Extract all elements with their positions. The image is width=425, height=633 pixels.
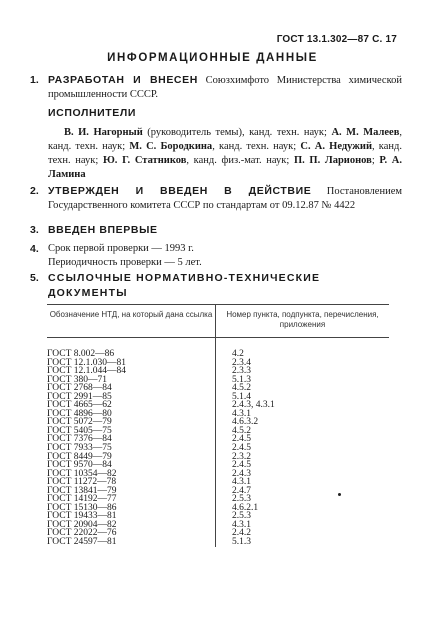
document-designation: ГОСТ 380—71 bbox=[47, 376, 216, 385]
executor-credentials: , канд. техн. наук; bbox=[48, 127, 402, 152]
executor-credentials: , канд. техн. наук; bbox=[48, 141, 403, 166]
section-3-heading: ВВЕДЕН ВПЕРВЫЕ bbox=[48, 224, 158, 236]
executor-name: В. И. Нагорный bbox=[64, 127, 143, 138]
document-designation: ГОСТ 14192—77 bbox=[47, 495, 216, 504]
document-designation: ГОСТ 2768—84 bbox=[47, 384, 216, 393]
document-designation: ГОСТ 5405—75 bbox=[47, 427, 216, 436]
document-designation: ГОСТ 20904—82 bbox=[47, 521, 216, 530]
document-designation: ГОСТ 8449—79 bbox=[47, 453, 216, 462]
clause-number: 2.3.2 bbox=[232, 451, 251, 462]
executor-credentials: (руководитель темы), канд. техн. наук; bbox=[142, 127, 332, 138]
clause-number: 2.5.3 bbox=[232, 494, 251, 505]
table-row bbox=[47, 338, 389, 359]
executor-name: С. А. Недужий bbox=[300, 141, 372, 152]
executor-name: М. С. Бородкина bbox=[129, 141, 213, 152]
section-5-heading: ССЫЛОЧНЫЕ НОРМАТИВНО-ТЕХНИЧЕСКИЕ ДОКУМЕНТЫ bbox=[48, 272, 321, 299]
executor-name: Ю. Г. Статников bbox=[102, 155, 187, 166]
document-designation: ГОСТ 4896—80 bbox=[47, 410, 216, 419]
clause-number: 2.4.2 bbox=[232, 528, 251, 539]
section-5-number: 5. bbox=[30, 272, 39, 284]
section-2-text: Постановлением Государственного комитета СССР по стандартам от 09.12.87 № 4422 bbox=[48, 186, 402, 211]
document-designation: ГОСТ 12.1.044—84 bbox=[47, 367, 216, 376]
document-designation: ГОСТ 12.1.030—81 bbox=[47, 359, 216, 368]
section-1 bbox=[30, 73, 402, 102]
table-header-row bbox=[47, 305, 389, 338]
executor-credentials: , канд. техн. наук; bbox=[212, 141, 301, 152]
section-1-body bbox=[48, 73, 402, 102]
executors-list bbox=[48, 126, 402, 182]
executor-name: Р. А. Ламина bbox=[48, 155, 403, 180]
check-periodicity: Периодичность проверки — 5 лет. bbox=[48, 257, 202, 268]
document-designation: ГОСТ 11272—78 bbox=[47, 478, 216, 487]
document-designation: ГОСТ 4665—62 bbox=[47, 401, 216, 410]
section-5 bbox=[30, 271, 402, 301]
clause-number: 2.5.3 bbox=[232, 511, 251, 522]
clause-number: 4.6.3.2 bbox=[232, 417, 259, 428]
table-header-document: Обозначение НТД, на который дана ссылка bbox=[47, 305, 216, 338]
executors-heading: ИСПОЛНИТЕЛИ bbox=[48, 107, 137, 119]
clause-number: 2.4.5 bbox=[232, 460, 251, 471]
section-2-number: 2. bbox=[30, 185, 39, 197]
page-title: ИНФОРМАЦИОННЫЕ ДАННЫЕ bbox=[107, 52, 318, 64]
document-designation: ГОСТ 22022—76 bbox=[47, 529, 216, 538]
section-2-body bbox=[48, 184, 402, 213]
section-1-heading: РАЗРАБОТАН И ВНЕСЕН bbox=[48, 74, 198, 86]
document-designation: ГОСТ 13841—79 bbox=[47, 487, 216, 496]
document-designation: ГОСТ 5072—79 bbox=[47, 418, 216, 427]
clause-number: 4.6.2.1 bbox=[232, 502, 259, 513]
document-designation: ГОСТ 9570—84 bbox=[47, 461, 216, 470]
stray-mark bbox=[338, 493, 341, 496]
clause-number: 4.3.1 bbox=[232, 477, 251, 488]
document-designation: ГОСТ 24597—81 bbox=[47, 538, 216, 547]
clause-number: 2.4.3 bbox=[232, 468, 251, 479]
section-4-number: 4. bbox=[30, 243, 39, 255]
document-designation: ГОСТ 19433—81 bbox=[47, 512, 216, 521]
first-check-date: Срок первой проверки — 1993 г. bbox=[48, 243, 194, 254]
section-1-number: 1. bbox=[30, 74, 39, 86]
clause-number: 5.1.4 bbox=[232, 391, 251, 402]
clause-number: 4.2 bbox=[232, 349, 244, 359]
clause-number: 2.4.3, 4.3.1 bbox=[232, 400, 275, 411]
section-2 bbox=[30, 184, 402, 213]
clause-number: 2.3.4 bbox=[232, 357, 251, 368]
page-header-number: ГОСТ 13.1.302—87 С. 17 bbox=[276, 34, 397, 45]
section-3-number: 3. bbox=[30, 224, 39, 236]
clause-number: 2.4.5 bbox=[232, 443, 251, 454]
document-designation: ГОСТ 7376—84 bbox=[47, 435, 216, 444]
clause-number: 2.4.5 bbox=[232, 434, 251, 445]
section-2-heading: УТВЕРЖДЕН И ВВЕДЕН В ДЕЙСТВИЕ bbox=[48, 185, 312, 197]
document-designation: ГОСТ 7933—75 bbox=[47, 444, 216, 453]
clause-number: 4.5.2 bbox=[232, 425, 251, 436]
document-designation: ГОСТ 15130—86 bbox=[47, 504, 216, 513]
clause-number: 2.4.7 bbox=[232, 485, 251, 496]
table-row bbox=[47, 538, 389, 547]
clause-number: 4.5.2 bbox=[232, 383, 251, 394]
document-designation: ГОСТ 2991—85 bbox=[47, 393, 216, 402]
executor-credentials: ; bbox=[371, 155, 380, 166]
clause-number: 2.3.3 bbox=[232, 366, 251, 377]
clause-number: 4.3.1 bbox=[232, 519, 251, 530]
section-1-text: Союзхимфото Министерства химической промышленности СССР. bbox=[48, 75, 403, 100]
section-3 bbox=[30, 223, 402, 238]
clause-number: 5.1.3 bbox=[232, 537, 251, 548]
clause-number: 5.1.3 bbox=[232, 374, 251, 385]
section-4 bbox=[30, 242, 402, 270]
clause-number: 4.3.1 bbox=[232, 408, 251, 419]
executor-credentials: , канд. физ.-мат. наук; bbox=[186, 155, 294, 166]
document-designation: ГОСТ 10354—82 bbox=[47, 470, 216, 479]
reference-documents-table bbox=[47, 304, 389, 547]
executor-name: А. М. Малеев bbox=[331, 127, 400, 138]
table-header-clause: Номер пункта, подпункта, перечисления, приложения bbox=[226, 310, 379, 329]
executor-name: П. П. Ларионов bbox=[293, 155, 372, 166]
document-designation: ГОСТ 8.002—86 bbox=[47, 338, 216, 359]
